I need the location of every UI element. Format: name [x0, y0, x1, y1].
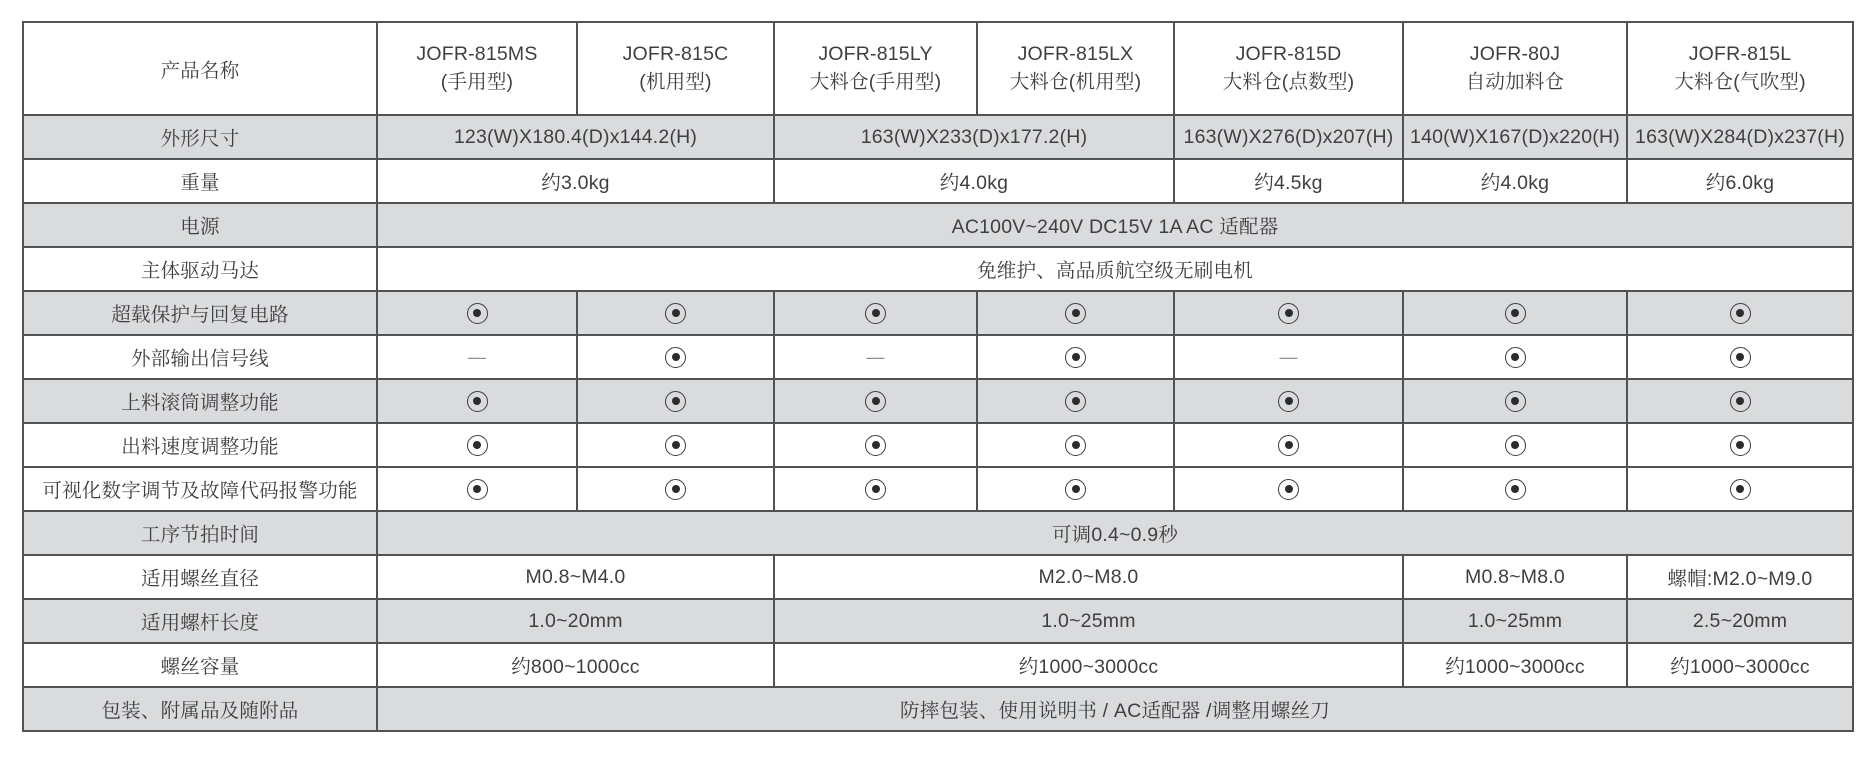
- feature-supported-icon: [1505, 347, 1526, 368]
- dot-core: [473, 485, 481, 493]
- spec-row: [23, 555, 1853, 599]
- spec-row-label: 包装、附属品及随附品: [23, 687, 377, 731]
- feature-supported-icon: [467, 479, 488, 500]
- spec-cell: 约1000~3000cc: [1627, 643, 1853, 687]
- product-column-header: [1174, 22, 1403, 115]
- spec-cell: 约4.0kg: [1403, 159, 1627, 203]
- feature-supported-icon: [1065, 435, 1086, 456]
- dot-core: [1285, 441, 1293, 449]
- spec-cell: 163(W)X276(D)x207(H): [1174, 115, 1403, 159]
- dot-core: [473, 397, 481, 405]
- feature-supported-icon: [1278, 435, 1299, 456]
- spec-cell: M2.0~M8.0: [774, 555, 1403, 599]
- spec-row-label: 主体驱动马达: [23, 247, 377, 291]
- spec-row: [23, 423, 1853, 467]
- spec-row-label: 可视化数字调节及故障代码报警功能: [23, 467, 377, 511]
- spec-cell: [977, 291, 1174, 335]
- dot-core: [1285, 485, 1293, 493]
- dot-core: [672, 441, 680, 449]
- dot-core: [1072, 309, 1080, 317]
- spec-cell: 约800~1000cc: [377, 643, 774, 687]
- product-model: JOFR-80J: [1469, 43, 1561, 66]
- spec-cell: [977, 335, 1174, 379]
- spec-cell: [377, 291, 577, 335]
- feature-supported-icon: [1730, 479, 1751, 500]
- dot-core: [1736, 353, 1744, 361]
- product-column-header: [774, 22, 977, 115]
- spec-cell: 1.0~25mm: [1403, 599, 1627, 643]
- spec-cell: [977, 423, 1174, 467]
- spec-row: [23, 511, 1853, 555]
- spec-cell: 163(W)X233(D)x177.2(H): [774, 115, 1174, 159]
- spec-cell: M0.8~M8.0: [1403, 555, 1627, 599]
- spec-cell: 2.5~20mm: [1627, 599, 1853, 643]
- spec-cell: [774, 467, 977, 511]
- spec-cell: [1174, 291, 1403, 335]
- feature-supported-icon: [665, 303, 686, 324]
- product-column-header: [377, 22, 577, 115]
- spec-cell: 163(W)X284(D)x237(H): [1627, 115, 1853, 159]
- feature-supported-icon: [665, 391, 686, 412]
- feature-supported-icon: [865, 303, 886, 324]
- product-name-header: 产品名称: [23, 22, 377, 115]
- dot-core: [1736, 309, 1744, 317]
- product-subtitle: 自动加料仓: [1465, 70, 1565, 93]
- feature-supported-icon: [1065, 347, 1086, 368]
- spec-cell: [774, 335, 977, 379]
- spec-cell: [1174, 423, 1403, 467]
- dot-core: [672, 485, 680, 493]
- spec-row-label: 螺丝容量: [23, 643, 377, 687]
- dot-core: [1285, 397, 1293, 405]
- spec-row: [23, 687, 1853, 731]
- spec-cell: 约4.5kg: [1174, 159, 1403, 203]
- dot-core: [1072, 397, 1080, 405]
- spec-cell: [774, 291, 977, 335]
- product-column-header: [1627, 22, 1853, 115]
- dot-core: [672, 309, 680, 317]
- dot-core: [1072, 353, 1080, 361]
- feature-supported-icon: [665, 479, 686, 500]
- spec-cell: [774, 379, 977, 423]
- spec-cell: [1174, 467, 1403, 511]
- spec-cell: 1.0~25mm: [774, 599, 1403, 643]
- dot-core: [672, 353, 680, 361]
- feature-supported-icon: [865, 479, 886, 500]
- product-subtitle: (机用型): [639, 70, 712, 93]
- spec-cell: 免维护、高品质航空级无刷电机: [377, 247, 1853, 291]
- spec-row: [23, 643, 1853, 687]
- product-subtitle: (手用型): [440, 70, 514, 93]
- feature-supported-icon: [1730, 347, 1751, 368]
- spec-cell: 约4.0kg: [774, 159, 1174, 203]
- spec-row-label: 电源: [23, 203, 377, 247]
- spec-row: [23, 467, 1853, 511]
- dot-core: [872, 441, 880, 449]
- spec-row: [23, 379, 1853, 423]
- product-model: JOFR-815LY: [818, 43, 933, 66]
- feature-supported-icon: [467, 303, 488, 324]
- feature-supported-icon: [865, 435, 886, 456]
- spec-cell: 可调0.4~0.9秒: [377, 511, 1853, 555]
- feature-supported-icon: [1505, 479, 1526, 500]
- spec-cell: [577, 335, 774, 379]
- dot-core: [872, 397, 880, 405]
- feature-supported-icon: [1278, 479, 1299, 500]
- feature-supported-icon: [865, 391, 886, 412]
- product-model: JOFR-815L: [1688, 43, 1792, 66]
- spec-cell: 1.0~20mm: [377, 599, 774, 643]
- feature-supported-icon: [1065, 303, 1086, 324]
- spec-row: [23, 599, 1853, 643]
- spec-cell: [1403, 467, 1627, 511]
- spec-row: [23, 115, 1853, 159]
- product-model: JOFR-815D: [1235, 43, 1342, 66]
- spec-cell: 螺帽:M2.0~M9.0: [1627, 555, 1853, 599]
- product-subtitle: 大料仓(手用型): [809, 70, 942, 93]
- spec-cell: [977, 379, 1174, 423]
- product-subtitle: 大料仓(点数型): [1222, 70, 1355, 93]
- dot-core: [672, 397, 680, 405]
- feature-supported-icon: [1730, 391, 1751, 412]
- spec-cell: [977, 467, 1174, 511]
- product-column-header: [977, 22, 1174, 115]
- spec-cell: [1627, 467, 1853, 511]
- spec-table-body: [23, 115, 1853, 731]
- spec-cell: [1174, 335, 1403, 379]
- feature-supported-icon: [1730, 435, 1751, 456]
- feature-supported-icon: [1278, 391, 1299, 412]
- feature-supported-icon: [1505, 435, 1526, 456]
- feature-supported-icon: [1065, 479, 1086, 500]
- spec-cell: [377, 467, 577, 511]
- dot-core: [1285, 309, 1293, 317]
- spec-row: [23, 159, 1853, 203]
- spec-cell: 约3.0kg: [377, 159, 774, 203]
- feature-supported-icon: [1505, 303, 1526, 324]
- feature-supported-icon: [1730, 303, 1751, 324]
- spec-cell: [1627, 291, 1853, 335]
- dot-core: [1511, 397, 1519, 405]
- product-header-row: [23, 22, 1853, 115]
- spec-cell: [1403, 335, 1627, 379]
- product-model: JOFR-815LX: [1017, 43, 1134, 66]
- dot-core: [872, 485, 880, 493]
- spec-cell: [1403, 291, 1627, 335]
- dot-core: [1511, 441, 1519, 449]
- feature-not-available-dash: —: [467, 346, 487, 367]
- feature-supported-icon: [467, 435, 488, 456]
- product-spec-table: [22, 21, 1854, 732]
- spec-cell: [577, 423, 774, 467]
- product-subtitle: 大料仓(机用型): [1009, 70, 1142, 93]
- spec-cell: 123(W)X180.4(D)x144.2(H): [377, 115, 774, 159]
- spec-cell: [1627, 423, 1853, 467]
- spec-cell: 约6.0kg: [1627, 159, 1853, 203]
- spec-row: [23, 247, 1853, 291]
- spec-cell: [774, 423, 977, 467]
- spec-cell: [577, 379, 774, 423]
- spec-cell: 约1000~3000cc: [1403, 643, 1627, 687]
- dot-core: [1736, 441, 1744, 449]
- spec-row: [23, 291, 1853, 335]
- spec-cell: M0.8~M4.0: [377, 555, 774, 599]
- feature-supported-icon: [467, 391, 488, 412]
- spec-cell: [377, 379, 577, 423]
- spec-row-label: 重量: [23, 159, 377, 203]
- product-model: JOFR-815C: [622, 43, 729, 66]
- spec-cell: 防摔包装、使用说明书 / AC适配器 /调整用螺丝刀: [377, 687, 1853, 731]
- feature-supported-icon: [1278, 303, 1299, 324]
- dot-core: [1511, 485, 1519, 493]
- feature-not-available-dash: —: [866, 346, 885, 367]
- product-subtitle: 大料仓(气吹型): [1674, 70, 1806, 93]
- spec-cell: [1627, 335, 1853, 379]
- spec-row-label: 出料速度调整功能: [23, 423, 377, 467]
- spec-row-label: 外部输出信号线: [23, 335, 377, 379]
- dot-core: [872, 309, 880, 317]
- spec-cell: [377, 423, 577, 467]
- feature-not-available-dash: —: [1279, 346, 1298, 367]
- dot-core: [1736, 397, 1744, 405]
- spec-cell: [1627, 379, 1853, 423]
- spec-cell: AC100V~240V DC15V 1A AC 适配器: [377, 203, 1853, 247]
- spec-row: [23, 203, 1853, 247]
- feature-supported-icon: [1065, 391, 1086, 412]
- dot-core: [1511, 309, 1519, 317]
- spec-cell: [1174, 379, 1403, 423]
- spec-cell: [1403, 423, 1627, 467]
- dot-core: [473, 309, 481, 317]
- product-model: JOFR-815MS: [416, 43, 538, 66]
- feature-supported-icon: [1505, 391, 1526, 412]
- dot-core: [1511, 353, 1519, 361]
- spec-cell: [1403, 379, 1627, 423]
- product-column-header: [577, 22, 774, 115]
- spec-row-label: 外形尺寸: [23, 115, 377, 159]
- dot-core: [1072, 485, 1080, 493]
- dot-core: [1072, 441, 1080, 449]
- spec-row: [23, 335, 1853, 379]
- spec-row-label: 适用螺丝直径: [23, 555, 377, 599]
- spec-cell: [577, 291, 774, 335]
- feature-supported-icon: [665, 435, 686, 456]
- spec-row-label: 工序节拍时间: [23, 511, 377, 555]
- spec-cell: [377, 335, 577, 379]
- spec-cell: [577, 467, 774, 511]
- product-column-header: [1403, 22, 1627, 115]
- spec-cell: 约1000~3000cc: [774, 643, 1403, 687]
- spec-cell: 140(W)X167(D)x220(H): [1403, 115, 1627, 159]
- spec-row-label: 超载保护与回复电路: [23, 291, 377, 335]
- spec-row-label: 上料滚筒调整功能: [23, 379, 377, 423]
- spec-row-label: 适用螺杆长度: [23, 599, 377, 643]
- feature-supported-icon: [665, 347, 686, 368]
- dot-core: [1736, 485, 1744, 493]
- dot-core: [473, 441, 481, 449]
